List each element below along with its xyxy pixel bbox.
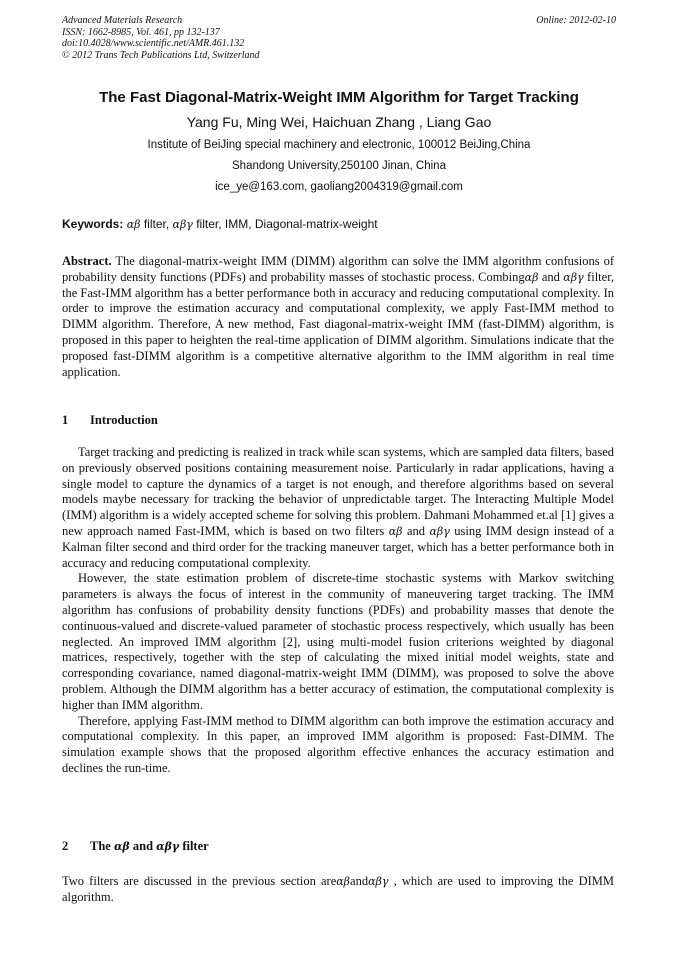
alpha-beta-gamma-symbol: αβγ <box>156 840 180 853</box>
online-date: Online: 2012-02-10 <box>536 15 616 26</box>
section-2-title-2: and <box>129 839 157 853</box>
section-2-title-1: The <box>90 839 114 853</box>
abstract-text-1: The diagonal-matrix-weight IMM (DIMM) algorithm can solve the IMM algorithm confusions of probability density functions (PDFs) and probability masses of stochastic process. Combing <box>62 254 614 284</box>
author-list: Yang Fu, Ming Wei, Haichuan Zhang , Liang Gao <box>186 114 492 130</box>
section-2-paragraph-1 <box>62 874 614 906</box>
abstract-text-2: and <box>538 269 564 284</box>
alpha-beta-symbol: αβ <box>336 875 351 888</box>
section-1-heading <box>62 413 158 428</box>
section-2-text-1b: and <box>350 874 369 888</box>
affiliation-emails: ice_ye@163.com, gaoliang2004319@gmail.com <box>215 181 463 193</box>
abstract-text-3: filter, the Fast-IMM algorithm has a better performance both in accuracy and reducing computational complexity. In order to improve the estimation accuracy and computational complexity, we apply Fast-IMM method to DIMM algorithm. Therefore, A new method, Fast diagonal-matrix-weight IMM (fast-DIMM) algorithm, is proposed in this paper to heighten the real-time application of DIMM algorithm. Simulations indicate that the proposed fast-DIMM algorithm is a competitive alternative algorithm to the IMM algorithm in real time application. <box>62 269 614 379</box>
abstract <box>62 254 614 380</box>
journal-name: Advanced Materials Research <box>62 15 183 26</box>
issn-line: ISSN: 1662-8985, Vol. 461, pp 132-137 <box>62 26 220 38</box>
alpha-beta-symbol: αβ <box>388 524 403 538</box>
journal-header <box>62 15 616 61</box>
keywords-label: Keywords: <box>62 217 124 231</box>
intro-paragraph-3: Therefore, applying Fast-IMM method to DIMM algorithm can both improve the estimation accuracy and computational complexity. In this paper, an improved IMM algorithm is proposed: Fast-DIMM. The simulation example shows that the proposed algorithm effective enhances the accuracy estimation and declines the run-time. <box>62 713 614 775</box>
section-2-title-3: filter <box>179 839 209 853</box>
section-2-heading <box>62 839 209 854</box>
alpha-beta-gamma-symbol: αβγ <box>563 270 584 284</box>
section-2-text-1c: , which are used to improving the DIMM algorithm. <box>62 874 614 904</box>
doi-line: doi:10.4028/www.scientific.net/AMR.461.132 <box>62 38 245 49</box>
alpha-beta-gamma-symbol: αβγ <box>429 524 450 538</box>
section-2-text-1a: Two filters are discussed in the previous section are <box>62 874 337 888</box>
intro-text-1c: using IMM design instead of a Kalman filter second and third order for the tracking maneuver target, which has a better performance both in accuracy and reducing computational complexity. <box>62 523 614 570</box>
keywords-text-2: filter, IMM, Diagonal-matrix-weight <box>192 217 378 231</box>
alpha-beta-symbol: αβ <box>126 218 141 231</box>
section-2-number: 2 <box>62 839 69 853</box>
keywords <box>62 217 378 231</box>
alpha-beta-gamma-symbol: αβγ <box>368 875 389 888</box>
abstract-label: Abstract. <box>62 254 112 268</box>
paper-title: The Fast Diagonal-Matrix-Weight IMM Algorithm for Target Tracking <box>99 89 579 106</box>
intro-text-1a: Target tracking and predicting is realized in track while scan systems, which are sampled data filters, based on previously observed positions containing measurement noise. Particularly in radar applications, having a single model to capture the dynamics of a target is not enough, and therefore algorithms based on several models maybe necessary for tracking the behavior of unpredictable target. The Interacting Multiple Model (IMM) algorithm is a widely accepted scheme for solving this problem. Dahmani Mohammed et.al [1] gives a new approach named Fast-IMM, which is based on two filters <box>62 445 614 538</box>
alpha-beta-gamma-symbol: αβγ <box>172 218 193 231</box>
alpha-beta-symbol: αβ <box>113 840 130 853</box>
section-1-body <box>62 445 614 777</box>
intro-paragraph-2: However, the state estimation problem of discrete-time stochastic systems with Markov switching parameters is always the focus of interest in the community of maneuvering target tracking. The IMM algorithm has confusions of probability density functions (PDFs) and probability masses that denote the continuous-valued and discrete-valued parameter of stochastic process respectively, which usually has been neglected. An improved IMM algorithm [2], using multi-model fusion criterions weighted by diagonal matrices, respectively, together with the step of calculating the mixed initial model weights, state and corresponding covariance, named diagonal-matrix-weight IMM (DIMM), was proposed to solve the above problem. Although the DIMM algorithm has a better accuracy of estimation, the computational complexity is higher than IMM algorithm. <box>62 571 614 712</box>
copyright-line: © 2012 Trans Tech Publications Ltd, Switzerland <box>62 49 260 61</box>
section-1-title: Introduction <box>90 413 158 427</box>
intro-paragraph-1 <box>62 445 614 571</box>
section-2-body <box>62 874 614 906</box>
affiliation-line-2: Shandong University,250100 Jinan, China <box>232 160 446 172</box>
intro-text-1b: and <box>402 523 430 538</box>
alpha-beta-symbol: αβ <box>524 270 539 284</box>
affiliation-line-1: Institute of BeiJing special machinery and electronic, 100012 BeiJing,China <box>147 139 531 151</box>
section-1-number: 1 <box>62 413 69 427</box>
keywords-text-1: filter, <box>140 217 173 231</box>
